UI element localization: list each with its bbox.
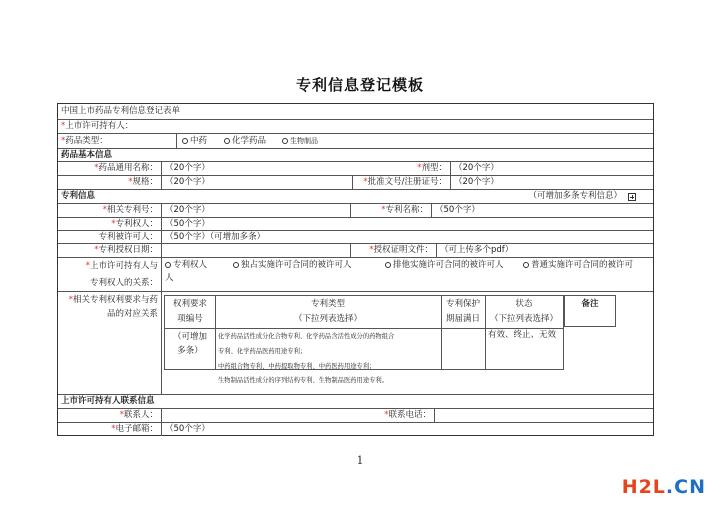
relation-row	[58, 257, 653, 291]
email-input[interactable]: （50个字）	[165, 424, 210, 435]
protection-header: 专利保护 期届满日	[445, 298, 480, 324]
radio-icon	[182, 138, 188, 144]
patent-name-label: * 专利名称：	[381, 205, 428, 216]
radio-icon	[523, 262, 529, 268]
remark-header: 备注	[581, 299, 599, 309]
licensee-label: 专利被许可人：	[98, 231, 158, 242]
patent-name-input[interactable]: （50个字）	[435, 205, 480, 216]
drug-type-option-chemical[interactable]: 化学药品	[221, 134, 269, 148]
approval-label: * 批准文号/注册证号：	[363, 177, 447, 188]
licensee-input[interactable]: （50个字）（可增加多条）	[165, 231, 266, 242]
relation-option-overflow: 人	[165, 273, 174, 283]
contact-input[interactable]	[162, 409, 350, 422]
licensee-row	[58, 230, 653, 243]
add-icon[interactable]	[628, 193, 636, 201]
phone-input[interactable]	[435, 409, 441, 422]
patent-type-header: 专利类型 （下拉列表选择）	[293, 298, 362, 324]
patentee-label: * 专利权人：	[111, 218, 158, 229]
contact-row	[58, 408, 653, 422]
radio-icon	[224, 138, 230, 144]
dosage-form-input[interactable]: （20个字）	[454, 163, 499, 174]
relation-option-general[interactable]: 普通实施许可合同的被许可	[520, 260, 636, 271]
holder-row[interactable]	[58, 119, 653, 133]
document-title: 专利信息登记模板	[295, 76, 424, 94]
patentee-row	[58, 217, 653, 230]
drug-type-option-tcm[interactable]: 中药	[179, 134, 210, 148]
claim-no-input[interactable]: （可增加 多条）	[172, 332, 207, 357]
cert-upload[interactable]: （可上传多个pdf）	[440, 245, 514, 256]
patent-no-label: * 相关专利号：	[102, 205, 158, 216]
relation-option-exclusive[interactable]: 独占实施许可合同的被许可人	[230, 260, 355, 271]
auth-date-input[interactable]	[162, 244, 350, 257]
email-row	[58, 422, 653, 436]
dosage-form-label: * 剂型：	[417, 163, 447, 174]
holder-label: * 上市许可持有人：	[61, 121, 134, 132]
spec-label: * 规格：	[128, 177, 158, 188]
page-number: 1	[356, 454, 364, 467]
approval-input[interactable]: （20个字）	[454, 177, 499, 188]
section-basic-row	[58, 148, 653, 161]
relation-label: *上市许可持有人与 专利权人的关系：	[85, 261, 158, 288]
section-basic-title: 药品基本信息	[61, 149, 113, 160]
claims-label: *相关专利权利要求与药 品的对应关系	[68, 295, 158, 319]
claims-table	[164, 295, 564, 385]
status-select[interactable]: 有效、终止、无效	[488, 330, 557, 340]
status-header: 状态 （下拉列表选择）	[489, 298, 558, 324]
radio-icon	[233, 262, 239, 268]
phone-label: * 联系电话：	[384, 410, 431, 421]
form-header: 中国上市药品专利信息登记表单	[61, 106, 181, 117]
drug-type-row	[58, 133, 653, 148]
auth-date-row	[58, 243, 653, 257]
watermark-logo: H2L.CN	[621, 476, 706, 498]
relation-option-patentee[interactable]: 专利权人	[162, 260, 210, 271]
cert-label: * 授权证明文件：	[369, 245, 433, 256]
generic-name-row	[58, 161, 653, 175]
form-header-row	[58, 104, 653, 119]
generic-name-label: * 药品通用名称：	[94, 163, 158, 174]
radio-icon	[282, 138, 288, 144]
email-label: * 电子邮箱：	[111, 424, 158, 435]
claims-row	[58, 291, 653, 394]
drug-type-option-biologic[interactable]: 生物制品	[279, 134, 321, 148]
section-contact-title: 上市许可持有人联系信息	[61, 396, 155, 407]
radio-icon	[165, 262, 171, 268]
radio-icon	[385, 262, 391, 268]
remark-box[interactable]	[564, 295, 616, 327]
generic-name-input[interactable]: （20个字）	[165, 163, 210, 174]
patent-no-input[interactable]: （20个字）	[165, 205, 210, 216]
patent-registration-form	[57, 103, 654, 436]
section-patent-row	[58, 189, 653, 203]
patent-no-row	[58, 203, 653, 217]
claim-no-header: 权利要求 项编号	[172, 298, 207, 324]
protection-date-input[interactable]	[441, 330, 485, 369]
drug-type-label: * 药品类型：	[61, 135, 108, 146]
section-contact-row	[58, 394, 653, 408]
spec-input[interactable]: （20个字）	[165, 177, 210, 188]
section-patent-title: 专利信息	[61, 191, 96, 202]
contact-label: * 联系人：	[119, 410, 158, 421]
relation-option-sole[interactable]: 排他实施许可合同的被许可人	[382, 260, 507, 271]
spec-row	[58, 175, 653, 189]
patent-type-select[interactable]: 化学药品活性成分化合物专利、化学药品含活性成分的药物组合 专利、化学药品医药用途专利； 中药组合物专利、中药提取物专利、中药医药用途专利； 生物制品活性成分的序列结构专利、生物制品医药用途专利。	[218, 333, 395, 385]
add-patent-control[interactable]: （可增加多条专利信息）	[525, 190, 639, 203]
auth-date-label: * 专利授权日期：	[94, 245, 158, 256]
patentee-input[interactable]: （50个字）	[165, 218, 210, 229]
